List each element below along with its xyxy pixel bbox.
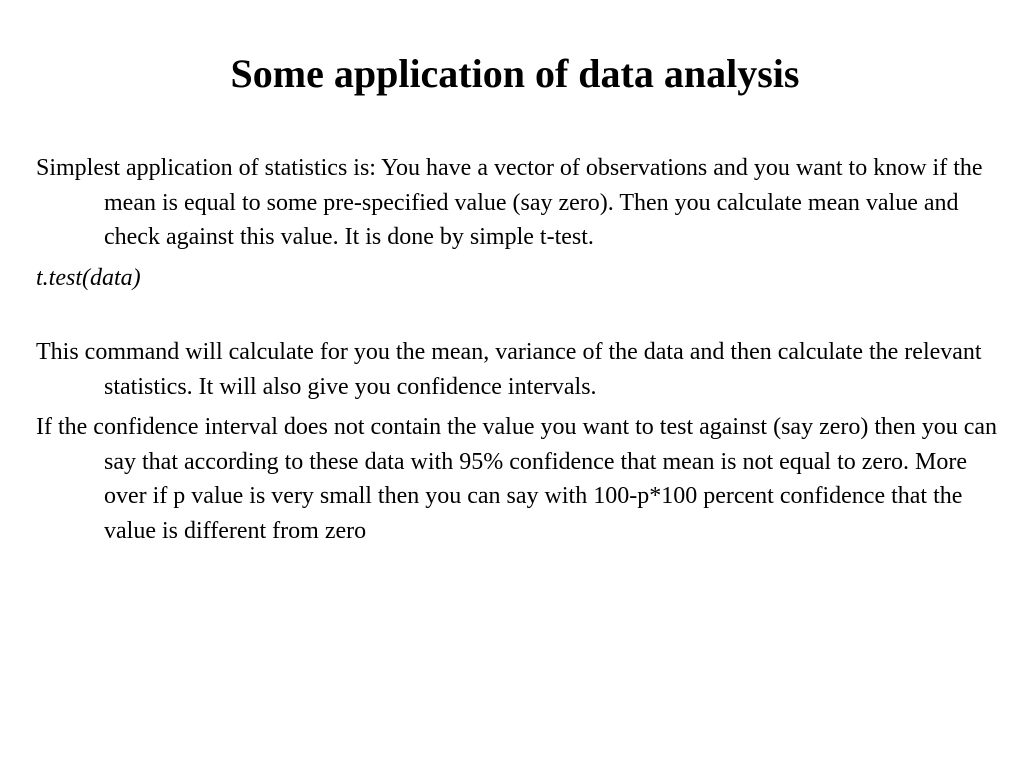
code-example: t.test(data)	[36, 264, 141, 291]
paragraph-spacer	[36, 301, 1001, 335]
slide-body	[36, 151, 1001, 554]
intro-paragraph: Simplest application of statistics is: You have a vector of observations and you want to know if the mean is equal to some pre-specified value (say zero). Then you calculate mean value and check against this value. It is done by simple t-test.	[36, 155, 983, 250]
interpretation-paragraph: If the confidence interval does not contain the value you want to test against (say zero) then you can say that according to these data with 95% confidence that mean is not equal to zero. More over if p value is very small then you can say with 100-p*100 percent confidence that the value is different from zero	[36, 414, 997, 544]
slide-title: Some application of data analysis	[230, 51, 800, 96]
command-paragraph: This command will calculate for you the mean, variance of the data and then calculate the relevant statistics. It will also give you confidence intervals.	[36, 339, 982, 400]
